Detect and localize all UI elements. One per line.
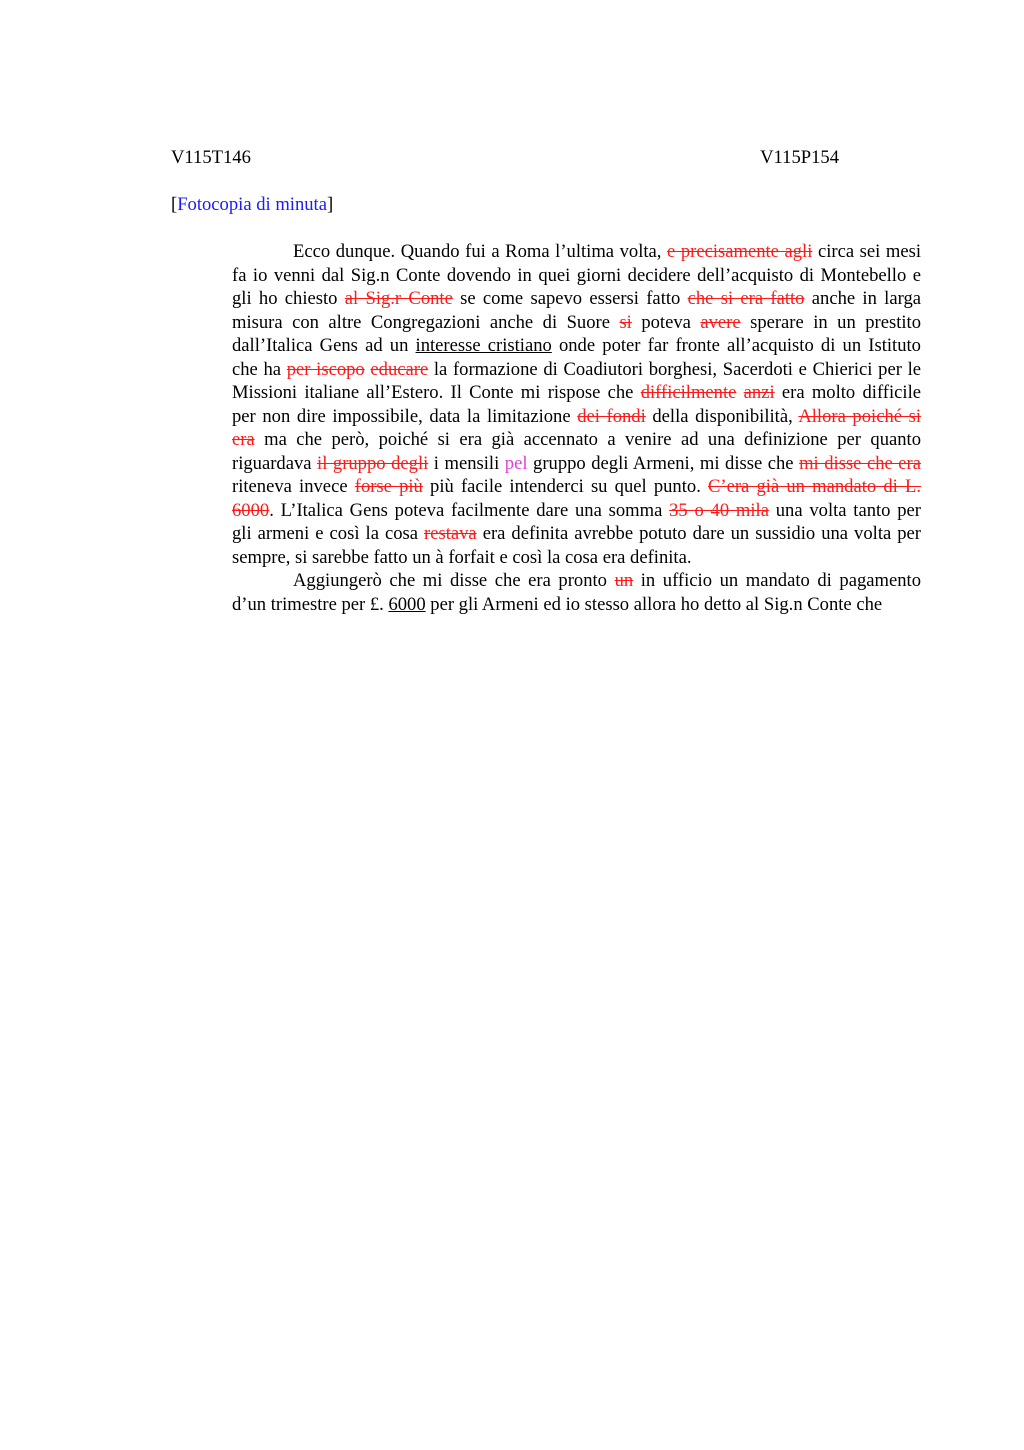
text-run: per gli Armeni ed io stesso allora ho detto al Sig.n Conte che: [425, 593, 883, 615]
deleted-text: 6000: [232, 499, 270, 521]
deleted-text: educare: [370, 358, 429, 380]
deleted-text: dei fondi: [577, 405, 646, 427]
text-run: d’un trimestre per £.: [232, 593, 389, 615]
deleted-text: al Sig.r Conte: [344, 288, 453, 309]
text-run: se come sapevo essersi fatto: [452, 288, 688, 309]
inserted-text: pel: [504, 452, 528, 474]
paragraph-2: [171, 569, 921, 616]
p1-line-3: [171, 287, 921, 311]
text-run: i mensili: [428, 452, 505, 474]
p1-line-5: [171, 334, 921, 358]
text-run: ma che però, poiché si era già accennato a venire ad una definizione per quanto: [254, 429, 921, 450]
deleted-text: per iscopo: [286, 358, 365, 380]
deleted-text: era: [232, 429, 255, 450]
deleted-text: si: [619, 311, 632, 333]
deleted-text: difficilmente: [640, 382, 737, 403]
text-run: onde poter far fronte all’acquisto di un Istituto: [551, 335, 921, 356]
editorial-note: [171, 193, 921, 217]
text-run: gli armeni e così la cosa: [232, 523, 425, 544]
text-run: sempre, si sarebbe fatto un à forfait e così la cosa era definita.: [232, 546, 692, 568]
deleted-text: che si era fatto: [687, 288, 805, 309]
text-run: era definita avrebbe potuto dare un sussidio una volta per: [476, 523, 921, 544]
text-run: [736, 382, 743, 403]
text-run: fa io venni dal Sig.n Conte dovendo in quei giorni decidere dell’acquisto di Montebello e: [232, 264, 921, 286]
text-run: Aggiungerò che mi disse che era pronto: [293, 570, 615, 591]
deleted-text: C’era già un mandato di L.: [708, 476, 921, 497]
header-row: [171, 146, 839, 170]
text-run: era molto difficile: [774, 382, 921, 403]
document-page: [171, 146, 921, 616]
p2-line-2: [171, 593, 921, 617]
deleted-text: 35 o 40 mila: [669, 499, 769, 521]
p1-line-10: [171, 452, 921, 476]
text-run: della disponibilità,: [645, 405, 799, 427]
underlined-text: interesse cristiano: [415, 335, 552, 356]
deleted-text: anzi: [743, 382, 775, 403]
p1-line-12: [171, 499, 921, 523]
p1-line-4: [171, 311, 921, 335]
text-run: gli ho chiesto: [232, 288, 345, 309]
deleted-text: forse più: [354, 476, 423, 497]
p1-line-14: [171, 546, 921, 570]
text-run: Ecco dunque. Quando fui a Roma l’ultima volta,: [293, 241, 668, 262]
text-run: misura con altre Congregazioni anche di Suore: [232, 311, 620, 333]
p2-line-1: [171, 569, 921, 593]
deleted-text: e precisamente agli: [667, 241, 813, 262]
text-run: circa sei mesi: [812, 241, 921, 262]
p1-line-6: [171, 358, 921, 382]
p1-line-1: [171, 240, 921, 264]
underlined-text: 6000: [388, 593, 426, 615]
p1-line-2: [171, 264, 921, 288]
deleted-text: restava: [424, 523, 477, 544]
document-code-right: V115P154: [760, 147, 839, 168]
note-bracket-open: [: [171, 194, 178, 215]
text-run: gruppo degli Armeni, mi disse che: [527, 452, 800, 474]
text-run: riguardava: [232, 452, 318, 474]
paragraph-1: [171, 240, 921, 569]
text-run: una volta tanto per: [768, 499, 921, 521]
note-bracket-close: ]: [326, 194, 334, 215]
text-run: sperare in un prestito: [740, 311, 921, 333]
p1-line-8: [171, 405, 921, 429]
text-run: poteva: [631, 311, 701, 333]
text-run: più facile intenderci su quel punto.: [422, 476, 709, 497]
text-run: dall’Italica Gens ad un: [232, 335, 416, 356]
text-run: Missioni italiane all’Estero. Il Conte mi rispose che: [232, 382, 641, 403]
text-run: in ufficio un mandato di pagamento: [633, 570, 921, 591]
text-run: per non dire impossibile, data la limitazione: [232, 405, 578, 427]
deleted-text: un: [614, 570, 634, 591]
deleted-text: Allora poiché si: [798, 405, 922, 427]
p1-line-7: [171, 381, 921, 405]
text-run: . L’Italica Gens poteva facilmente dare una somma: [269, 499, 670, 521]
deleted-text: il gruppo degli: [317, 452, 429, 474]
text-run: anche in larga: [804, 288, 921, 309]
text-run: la formazione di Coadiutori borghesi, Sacerdoti e Chierici per le: [428, 358, 922, 380]
document-code-left: V115T146: [171, 147, 251, 168]
p1-line-9: [171, 428, 921, 452]
deleted-text: avere: [700, 311, 741, 333]
p1-line-13: [171, 522, 921, 546]
text-run: riteneva invece: [232, 476, 355, 497]
note-text: Fotocopia di minuta: [177, 194, 327, 215]
text-run: che ha: [232, 358, 287, 380]
deleted-text: mi disse che era: [799, 452, 921, 474]
p1-line-11: [171, 475, 921, 499]
